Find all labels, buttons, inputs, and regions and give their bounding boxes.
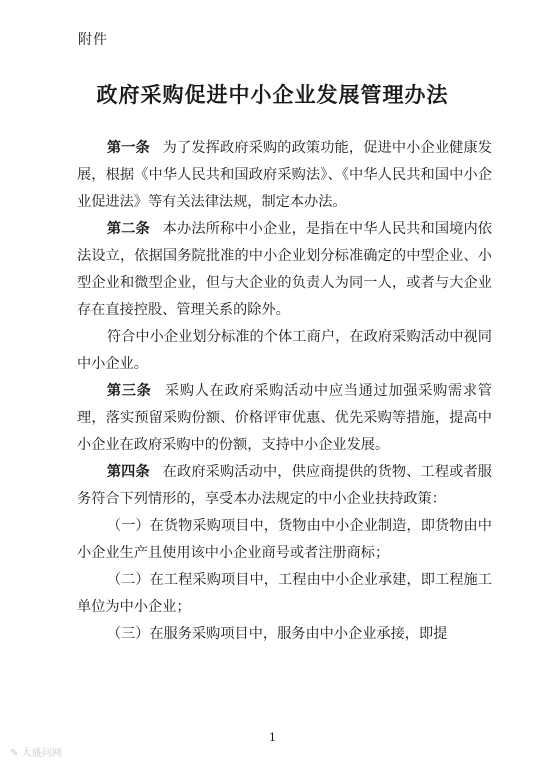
article-2-supplement — [77, 324, 492, 378]
item-text: （二）在工程采购项目中，工程由中小企业承建，即工程施工单位为中小企业； — [77, 572, 492, 615]
watermark-icon: ✎ — [10, 748, 19, 759]
article-heading: 第三条 — [106, 383, 152, 399]
article-heading: 第四条 — [106, 464, 150, 480]
article-text: 符合中小企业划分标准的个体工商户，在政府采购活动中视同中小企业。 — [77, 329, 492, 372]
item-text: （一）在货物采购项目中，货物由中小企业制造，即货物由中小企业生产且使用该中小企业商号或者注册商标； — [77, 518, 492, 561]
document-body — [77, 135, 492, 648]
article-4-item-3 — [77, 621, 492, 648]
article-text: 采购人在政府采购活动中应当通过加强采购需求管理，落实预留采购份额、价格评审优惠、优先采购等措施，提高中小企业在政府采购中的份额，支持中小企业发展。 — [77, 383, 492, 453]
page-number: 1 — [269, 731, 276, 744]
article-3 — [77, 378, 492, 459]
watermark-text: 大盛问网 — [21, 748, 62, 759]
article-4-item-2 — [77, 567, 492, 621]
article-2 — [77, 216, 492, 324]
article-heading: 第一条 — [106, 140, 150, 156]
document-title: 政府采购促进中小企业发展管理办法 — [96, 82, 449, 107]
item-text: （三）在服务采购项目中，服务由中小企业承接，即提 — [106, 626, 448, 642]
article-text: 本办法所称中小企业，是指在中华人民共和国境内依法设立，依据国务院批准的中小企业划分标准确定的中型企业、小型企业和微型企业，但与大企业的负责人为同一人，或者与大企业存在直接控股、管理关系的除外。 — [77, 221, 492, 318]
watermark — [10, 744, 62, 759]
article-4-item-1 — [77, 513, 492, 567]
article-4 — [77, 459, 492, 513]
article-text: 为了发挥政府采购的政策功能，促进中小企业健康发展，根据《中华人民共和国政府采购法》、《中华人民共和国中小企业促进法》等有关法律法规，制定本办法。 — [77, 140, 492, 210]
attachment-label: 附件 — [78, 32, 108, 48]
article-text: 在政府采购活动中，供应商提供的货物、工程或者服务符合下列情形的，享受本办法规定的中小企业扶持政策： — [77, 464, 492, 507]
article-heading: 第二条 — [106, 221, 150, 237]
article-1 — [77, 135, 492, 216]
